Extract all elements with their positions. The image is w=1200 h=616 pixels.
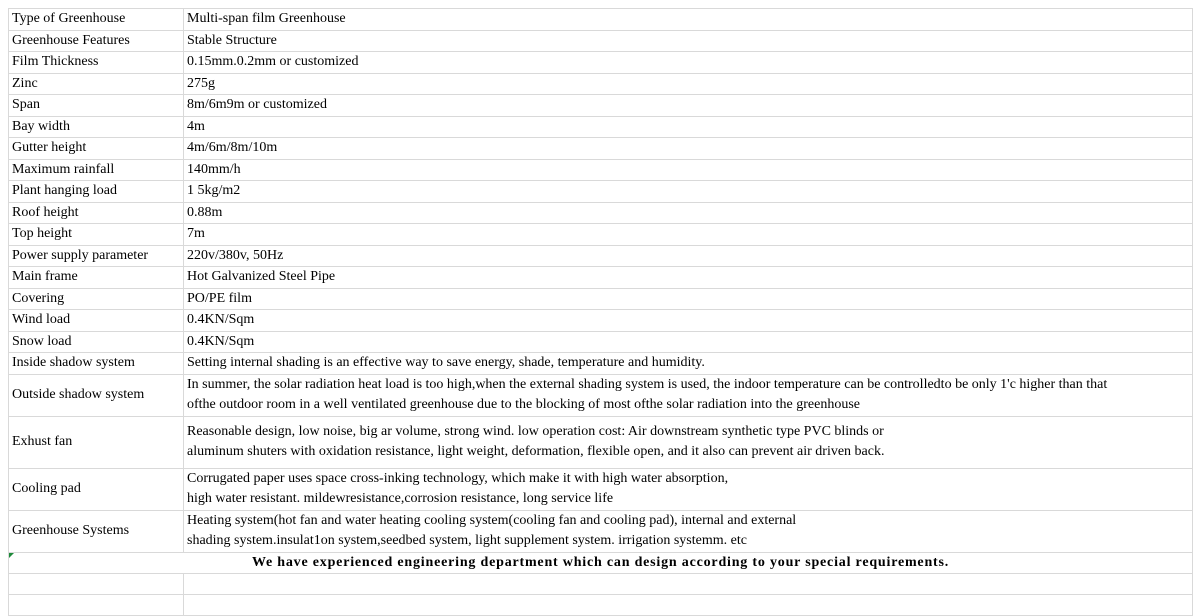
value-line: aluminum shuters with oxidation resistance, light weight, deformation, flexible open, and it also can prevent air driven back.: [187, 444, 885, 459]
value-line: 220v/380v, 50Hz: [187, 247, 284, 263]
spec-table-body: [9, 9, 1193, 616]
value-line: ofthe outdoor room in a well ventilated greenhouse due to the blocking of most ofthe solar radiation into the greenhouse: [187, 397, 860, 412]
table-row: [9, 224, 1193, 246]
row-label[interactable]: Power supply parameter: [9, 245, 184, 267]
footer-text: We have experienced engineering department which can design according to your special requirements.: [251, 554, 950, 570]
value-line: 4m: [187, 118, 205, 134]
value-line: Setting internal shading is an effective way to save energy, shade, temperature and humidity.: [187, 355, 705, 370]
table-row: [9, 73, 1193, 95]
value-line: 140mm/h: [187, 161, 241, 177]
value-line: Stable Structure: [187, 32, 277, 48]
empty-row: [9, 594, 1193, 615]
row-label[interactable]: Wind load: [9, 310, 184, 332]
value-line: 275g: [187, 75, 215, 91]
spec-sheet: [8, 8, 1192, 616]
value-line: 1 5kg/m2: [187, 183, 241, 198]
table-row: [9, 353, 1193, 375]
row-value[interactable]: [184, 468, 1193, 510]
row-label[interactable]: Film Thickness: [9, 52, 184, 74]
row-label[interactable]: Main frame: [9, 267, 184, 289]
row-label[interactable]: Plant hanging load: [9, 181, 184, 203]
row-value[interactable]: [184, 510, 1193, 552]
row-label[interactable]: Cooling pad: [9, 468, 184, 510]
value-line: PO/PE film: [187, 290, 252, 306]
table-row: [9, 116, 1193, 138]
row-label[interactable]: Outside shadow system: [9, 374, 184, 416]
row-value[interactable]: [184, 9, 1193, 31]
row-value[interactable]: [184, 52, 1193, 74]
table-row: [9, 159, 1193, 181]
empty-row: [9, 573, 1193, 594]
table-row: [9, 510, 1193, 552]
row-label[interactable]: Greenhouse Features: [9, 30, 184, 52]
row-label[interactable]: Maximum rainfall: [9, 159, 184, 181]
cell-note-marker-icon: [9, 553, 14, 558]
table-row: [9, 331, 1193, 353]
row-value[interactable]: [184, 224, 1193, 246]
empty-cell[interactable]: [184, 573, 1193, 594]
value-line: Heating system(hot fan and water heating cooling system(cooling fan and cooling pad), internal and external: [187, 512, 797, 528]
row-value[interactable]: [184, 30, 1193, 52]
value-line: high water resistant. mildewresistance,corrosion resistance, long service life: [187, 491, 614, 506]
row-value[interactable]: [184, 288, 1193, 310]
value-line: 0.4KN/Sqm: [187, 333, 255, 349]
row-value[interactable]: [184, 116, 1193, 138]
row-label[interactable]: Zinc: [9, 73, 184, 95]
row-value[interactable]: [184, 331, 1193, 353]
value-line: Multi-span film Greenhouse: [187, 11, 346, 26]
row-value[interactable]: [184, 353, 1193, 375]
value-line: Reasonable design, low noise, big ar volume, strong wind. low operation cost: Air downstream synthetic type PVC blinds or: [187, 423, 884, 439]
table-row: [9, 30, 1193, 52]
row-label[interactable]: Span: [9, 95, 184, 117]
value-line: 0.15mm.0.2mm or customized: [187, 54, 359, 69]
row-value[interactable]: [184, 202, 1193, 224]
row-value[interactable]: [184, 245, 1193, 267]
value-line: 7m: [187, 226, 205, 241]
row-value[interactable]: [184, 159, 1193, 181]
row-value[interactable]: [184, 310, 1193, 332]
row-label[interactable]: Top height: [9, 224, 184, 246]
value-line: Corrugated paper uses space cross-inking technology, which make it with high water absorption,: [187, 470, 729, 486]
value-line: 0.4KN/Sqm: [187, 312, 255, 327]
row-label[interactable]: Bay width: [9, 116, 184, 138]
table-row: [9, 310, 1193, 332]
table-row: [9, 95, 1193, 117]
table-row: [9, 9, 1193, 31]
value-line: 8m/6m9m or customized: [187, 97, 327, 112]
table-row: [9, 245, 1193, 267]
row-label[interactable]: Inside shadow system: [9, 353, 184, 375]
row-label[interactable]: Gutter height: [9, 138, 184, 160]
table-row: [9, 374, 1193, 416]
footer-cell[interactable]: [9, 552, 1193, 573]
row-value[interactable]: [184, 181, 1193, 203]
value-line: Hot Galvanized Steel Pipe: [187, 269, 336, 284]
row-label[interactable]: Exhust fan: [9, 416, 184, 468]
empty-cell[interactable]: [184, 594, 1193, 615]
empty-cell[interactable]: [9, 573, 184, 594]
table-row: [9, 468, 1193, 510]
footer-row: [9, 552, 1193, 573]
value-line: In summer, the solar radiation heat load is too high,when the external shading system is used, the indoor temperature can be controlledto be only 1'c higher than that: [187, 376, 1108, 392]
table-row: [9, 52, 1193, 74]
table-row: [9, 416, 1193, 468]
row-value[interactable]: [184, 374, 1193, 416]
row-label[interactable]: Greenhouse Systems: [9, 510, 184, 552]
table-row: [9, 288, 1193, 310]
row-label[interactable]: Covering: [9, 288, 184, 310]
value-line: 0.88m: [187, 204, 223, 220]
row-label[interactable]: Snow load: [9, 331, 184, 353]
row-value[interactable]: [184, 95, 1193, 117]
empty-cell[interactable]: [9, 594, 184, 615]
row-value[interactable]: [184, 73, 1193, 95]
row-value[interactable]: [184, 138, 1193, 160]
table-row: [9, 267, 1193, 289]
table-row: [9, 181, 1193, 203]
row-label[interactable]: Type of Greenhouse: [9, 9, 184, 31]
spec-table: [8, 8, 1193, 616]
table-row: [9, 138, 1193, 160]
row-label[interactable]: Roof height: [9, 202, 184, 224]
table-row: [9, 202, 1193, 224]
row-value[interactable]: [184, 267, 1193, 289]
row-value[interactable]: [184, 416, 1193, 468]
value-line: shading system.insulat1on system,seedbed system, light supplement system. irrigation systemm. etc: [187, 533, 747, 548]
value-line: 4m/6m/8m/10m: [187, 140, 278, 155]
